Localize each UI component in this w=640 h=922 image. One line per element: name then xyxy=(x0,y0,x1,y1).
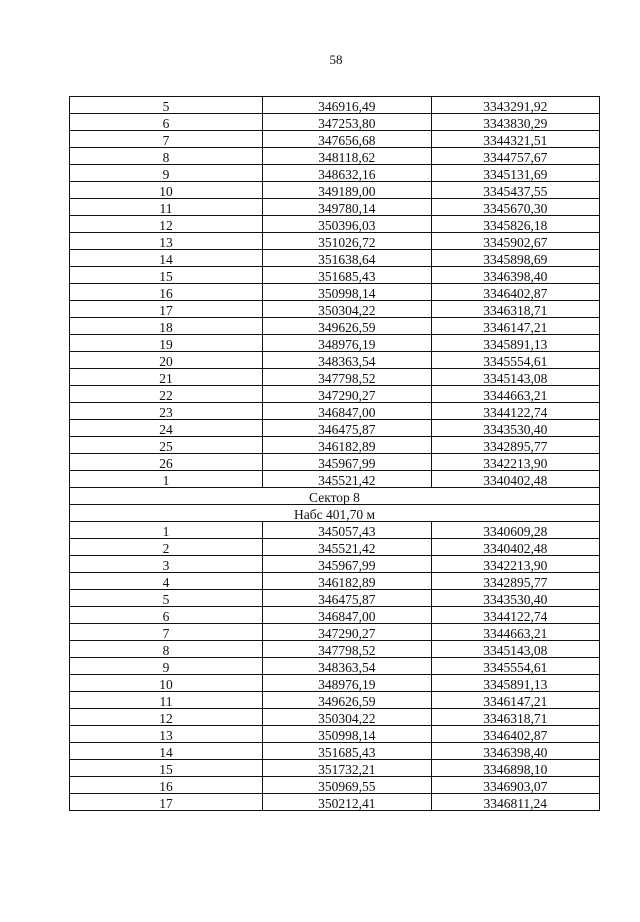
height-label-row xyxy=(70,505,600,522)
sector-title-row xyxy=(70,488,600,505)
coordinate-x-cell: 348363,54 xyxy=(263,658,431,675)
coordinate-y-cell: 3346898,10 xyxy=(431,760,599,777)
coordinate-x-cell: 350998,14 xyxy=(263,284,431,301)
table-row xyxy=(70,216,600,233)
coordinate-y-cell: 3342895,77 xyxy=(431,437,599,454)
coordinate-y-cell: 3345131,69 xyxy=(431,165,599,182)
table-row xyxy=(70,386,600,403)
point-number-cell: 21 xyxy=(70,369,263,386)
table-row xyxy=(70,420,600,437)
table-row xyxy=(70,641,600,658)
table-row xyxy=(70,590,600,607)
point-number-cell: 7 xyxy=(70,624,263,641)
coordinate-x-cell: 349626,59 xyxy=(263,692,431,709)
table-row xyxy=(70,182,600,199)
coordinate-x-cell: 347656,68 xyxy=(263,131,431,148)
coordinate-y-cell: 3342213,90 xyxy=(431,454,599,471)
point-number-cell: 10 xyxy=(70,182,263,199)
table-row xyxy=(70,743,600,760)
coordinate-x-cell: 348632,16 xyxy=(263,165,431,182)
coordinate-x-cell: 349189,00 xyxy=(263,182,431,199)
coordinate-y-cell: 3340402,48 xyxy=(431,471,599,488)
coordinate-x-cell: 347253,80 xyxy=(263,114,431,131)
point-number-cell: 17 xyxy=(70,301,263,318)
point-number-cell: 14 xyxy=(70,743,263,760)
coordinate-y-cell: 3345554,61 xyxy=(431,658,599,675)
coordinate-x-cell: 348976,19 xyxy=(263,335,431,352)
coordinate-y-cell: 3346903,07 xyxy=(431,777,599,794)
coordinate-y-cell: 3345891,13 xyxy=(431,675,599,692)
coordinate-y-cell: 3344663,21 xyxy=(431,386,599,403)
coordinate-x-cell: 345521,42 xyxy=(263,539,431,556)
coordinate-y-cell: 3346398,40 xyxy=(431,743,599,760)
coordinate-x-cell: 350304,22 xyxy=(263,301,431,318)
point-number-cell: 12 xyxy=(70,709,263,726)
point-number-cell: 14 xyxy=(70,250,263,267)
table-row xyxy=(70,454,600,471)
point-number-cell: 1 xyxy=(70,522,263,539)
coordinate-x-cell: 350304,22 xyxy=(263,709,431,726)
height-label: Набс 401,70 м xyxy=(70,505,600,522)
sector-header xyxy=(70,488,600,522)
coordinate-x-cell: 348363,54 xyxy=(263,352,431,369)
point-number-cell: 10 xyxy=(70,675,263,692)
coordinate-x-cell: 345967,99 xyxy=(263,454,431,471)
coordinate-y-cell: 3346402,87 xyxy=(431,284,599,301)
coordinate-x-cell: 347798,52 xyxy=(263,369,431,386)
coordinate-x-cell: 350396,03 xyxy=(263,216,431,233)
coordinate-y-cell: 3343291,92 xyxy=(431,97,599,114)
coordinate-y-cell: 3346811,24 xyxy=(431,794,599,811)
table-row xyxy=(70,250,600,267)
point-number-cell: 13 xyxy=(70,233,263,250)
point-number-cell: 15 xyxy=(70,760,263,777)
table-row xyxy=(70,692,600,709)
coordinate-y-cell: 3345898,69 xyxy=(431,250,599,267)
point-number-cell: 8 xyxy=(70,641,263,658)
point-number-cell: 12 xyxy=(70,216,263,233)
point-number-cell: 22 xyxy=(70,386,263,403)
coordinate-x-cell: 347290,27 xyxy=(263,624,431,641)
point-number-cell: 5 xyxy=(70,97,263,114)
point-number-cell: 16 xyxy=(70,284,263,301)
table-row xyxy=(70,131,600,148)
coordinate-y-cell: 3343530,40 xyxy=(431,590,599,607)
coordinates-table xyxy=(69,96,600,811)
table-row xyxy=(70,539,600,556)
point-number-cell: 15 xyxy=(70,267,263,284)
table-row xyxy=(70,471,600,488)
coordinate-x-cell: 346847,00 xyxy=(263,607,431,624)
coordinate-x-cell: 351685,43 xyxy=(263,267,431,284)
point-number-cell: 13 xyxy=(70,726,263,743)
coordinate-x-cell: 351026,72 xyxy=(263,233,431,250)
coordinate-y-cell: 3346147,21 xyxy=(431,692,599,709)
coordinate-x-cell: 346916,49 xyxy=(263,97,431,114)
coordinate-x-cell: 349626,59 xyxy=(263,318,431,335)
coordinate-y-cell: 3340609,28 xyxy=(431,522,599,539)
table-body-before xyxy=(70,97,600,488)
table-row xyxy=(70,573,600,590)
point-number-cell: 23 xyxy=(70,403,263,420)
coordinate-x-cell: 345967,99 xyxy=(263,556,431,573)
table-row xyxy=(70,607,600,624)
point-number-cell: 4 xyxy=(70,573,263,590)
table-row xyxy=(70,199,600,216)
coordinate-x-cell: 348976,19 xyxy=(263,675,431,692)
table-row xyxy=(70,165,600,182)
table-row xyxy=(70,760,600,777)
point-number-cell: 1 xyxy=(70,471,263,488)
table-row xyxy=(70,709,600,726)
coordinate-y-cell: 3345902,67 xyxy=(431,233,599,250)
table-row xyxy=(70,403,600,420)
coordinate-x-cell: 345057,43 xyxy=(263,522,431,539)
coordinate-y-cell: 3345437,55 xyxy=(431,182,599,199)
point-number-cell: 9 xyxy=(70,165,263,182)
point-number-cell: 16 xyxy=(70,777,263,794)
coordinate-y-cell: 3346398,40 xyxy=(431,267,599,284)
coordinate-y-cell: 3345670,30 xyxy=(431,199,599,216)
coordinate-y-cell: 3342213,90 xyxy=(431,556,599,573)
point-number-cell: 19 xyxy=(70,335,263,352)
point-number-cell: 24 xyxy=(70,420,263,437)
coordinate-y-cell: 3344663,21 xyxy=(431,624,599,641)
table-row xyxy=(70,318,600,335)
coordinate-y-cell: 3344122,74 xyxy=(431,607,599,624)
table-row xyxy=(70,726,600,743)
point-number-cell: 2 xyxy=(70,539,263,556)
coordinate-y-cell: 3343830,29 xyxy=(431,114,599,131)
coordinate-y-cell: 3345143,08 xyxy=(431,641,599,658)
table-row xyxy=(70,624,600,641)
table-row xyxy=(70,301,600,318)
table-row xyxy=(70,97,600,114)
point-number-cell: 11 xyxy=(70,199,263,216)
point-number-cell: 26 xyxy=(70,454,263,471)
table-row xyxy=(70,352,600,369)
page-number: 58 xyxy=(329,52,343,67)
table-row xyxy=(70,794,600,811)
coordinate-y-cell: 3345554,61 xyxy=(431,352,599,369)
coordinate-y-cell: 3343530,40 xyxy=(431,420,599,437)
coordinate-y-cell: 3346318,71 xyxy=(431,301,599,318)
coordinate-x-cell: 350998,14 xyxy=(263,726,431,743)
table-row xyxy=(70,777,600,794)
coordinate-x-cell: 345521,42 xyxy=(263,471,431,488)
coordinate-x-cell: 351685,43 xyxy=(263,743,431,760)
coordinate-y-cell: 3346147,21 xyxy=(431,318,599,335)
point-number-cell: 8 xyxy=(70,148,263,165)
point-number-cell: 11 xyxy=(70,692,263,709)
coordinate-y-cell: 3345143,08 xyxy=(431,369,599,386)
coordinate-x-cell: 347290,27 xyxy=(263,386,431,403)
coordinate-x-cell: 347798,52 xyxy=(263,641,431,658)
point-number-cell: 18 xyxy=(70,318,263,335)
table-row xyxy=(70,114,600,131)
coordinate-y-cell: 3340402,48 xyxy=(431,539,599,556)
coordinate-x-cell: 346847,00 xyxy=(263,403,431,420)
table-row xyxy=(70,267,600,284)
point-number-cell: 17 xyxy=(70,794,263,811)
table-row xyxy=(70,335,600,352)
table-row xyxy=(70,556,600,573)
coordinate-y-cell: 3346402,87 xyxy=(431,726,599,743)
point-number-cell: 6 xyxy=(70,607,263,624)
coordinate-y-cell: 3344757,67 xyxy=(431,148,599,165)
table-row xyxy=(70,522,600,539)
table-row xyxy=(70,658,600,675)
sector-title: Сектор 8 xyxy=(70,488,600,505)
coordinate-y-cell: 3344321,51 xyxy=(431,131,599,148)
coordinate-y-cell: 3346318,71 xyxy=(431,709,599,726)
coordinate-x-cell: 349780,14 xyxy=(263,199,431,216)
coordinate-x-cell: 346475,87 xyxy=(263,590,431,607)
table-row xyxy=(70,369,600,386)
point-number-cell: 25 xyxy=(70,437,263,454)
coordinate-x-cell: 346475,87 xyxy=(263,420,431,437)
point-number-cell: 20 xyxy=(70,352,263,369)
table-row xyxy=(70,233,600,250)
coordinate-y-cell: 3342895,77 xyxy=(431,573,599,590)
table-row xyxy=(70,437,600,454)
coordinate-x-cell: 351638,64 xyxy=(263,250,431,267)
coordinate-x-cell: 351732,21 xyxy=(263,760,431,777)
coordinate-y-cell: 3344122,74 xyxy=(431,403,599,420)
table-row xyxy=(70,284,600,301)
coordinate-y-cell: 3345826,18 xyxy=(431,216,599,233)
coordinate-x-cell: 346182,89 xyxy=(263,573,431,590)
coordinate-y-cell: 3345891,13 xyxy=(431,335,599,352)
table-body-after xyxy=(70,522,600,811)
point-number-cell: 7 xyxy=(70,131,263,148)
point-number-cell: 5 xyxy=(70,590,263,607)
point-number-cell: 3 xyxy=(70,556,263,573)
table-row xyxy=(70,148,600,165)
coordinate-x-cell: 350969,55 xyxy=(263,777,431,794)
point-number-cell: 6 xyxy=(70,114,263,131)
coordinate-x-cell: 350212,41 xyxy=(263,794,431,811)
coordinate-x-cell: 346182,89 xyxy=(263,437,431,454)
point-number-cell: 9 xyxy=(70,658,263,675)
table-row xyxy=(70,675,600,692)
coordinate-x-cell: 348118,62 xyxy=(263,148,431,165)
